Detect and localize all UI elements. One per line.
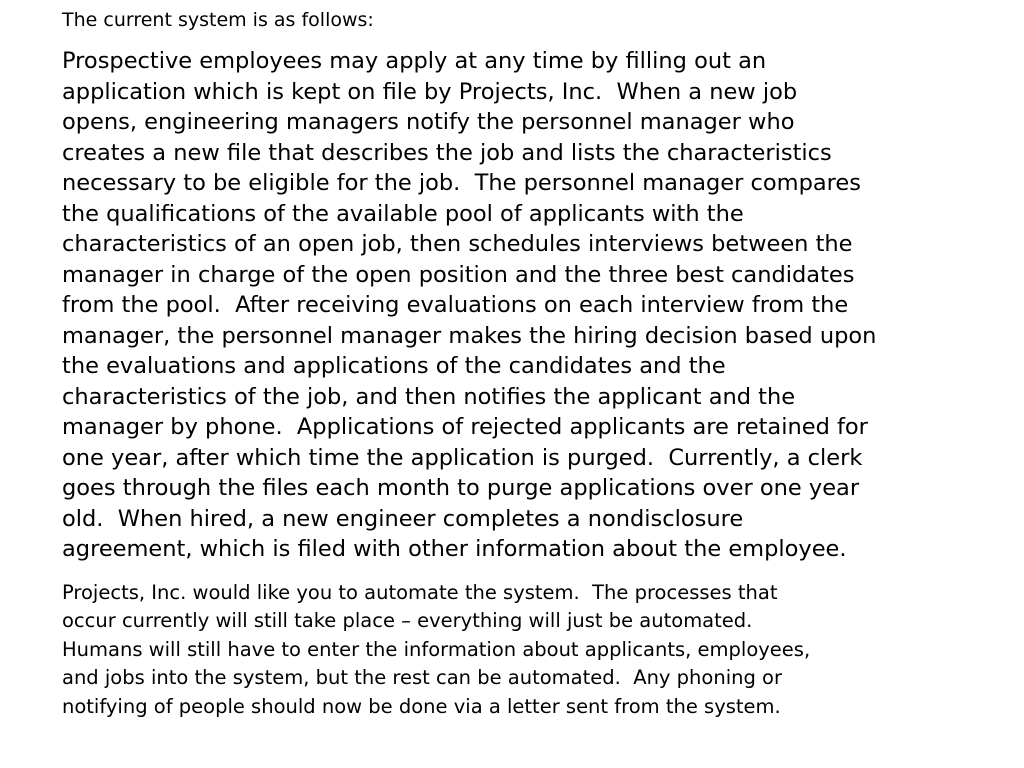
- paragraph-line: necessary to be eligible for the job. The personnel manager compares: [62, 170, 861, 196]
- paragraph-line: occur currently will still take place – everything will just be automated.: [62, 609, 753, 632]
- paragraph-line: and jobs into the system, but the rest can be automated. Any phoning or: [62, 666, 782, 689]
- slide-content: [62, 8, 972, 721]
- paragraph-line: the evaluations and applications of the candidates and the: [62, 353, 726, 379]
- paragraph-line: manager in charge of the open position and the three best candidates: [62, 261, 855, 288]
- intro-text: The current system is as follows:: [62, 9, 374, 31]
- paragraph-line: characteristics of the job, and then notifies the applicant and the: [62, 383, 796, 410]
- paragraph-line: manager, the personnel manager makes the hiring decision based upon: [62, 322, 877, 349]
- paragraph-line: from the pool. After receiving evaluations on each interview from the: [62, 292, 849, 318]
- paragraph-line: Projects, Inc. would like you to automate the system. The processes that: [62, 580, 778, 604]
- paragraph-line: manager by phone. Applications of rejected applicants are retained for: [62, 414, 868, 440]
- paragraph-line: goes through the files each month to purge applications over one year: [62, 475, 860, 501]
- paragraph-line: opens, engineering managers notify the personnel manager who: [62, 109, 795, 135]
- paragraph-line: old. When hired, a new engineer completes a nondisclosure: [62, 505, 744, 532]
- paragraph-line: one year, after which time the application is purged. Currently, a clerk: [62, 444, 863, 471]
- paragraph-line: application which is kept on file by Projects, Inc. When a new job: [62, 78, 798, 105]
- paragraph-line: the qualifications of the available pool of applicants with the: [62, 200, 744, 227]
- paragraph-line: Humans will still have to enter the information about applicants, employees,: [62, 637, 811, 661]
- paragraph-line: notifying of people should now be done via a letter sent from the system.: [62, 694, 781, 718]
- current-system-paragraph: [62, 46, 972, 565]
- paragraph-line: creates a new file that describes the job and lists the characteristics: [62, 139, 832, 166]
- paragraph-line: characteristics of an open job, then schedules interviews between the: [62, 231, 853, 257]
- automation-request-paragraph: [62, 579, 972, 722]
- paragraph-line: agreement, which is filed with other information about the employee.: [62, 536, 847, 562]
- paragraph-line: Prospective employees may apply at any time by filling out an: [62, 48, 767, 74]
